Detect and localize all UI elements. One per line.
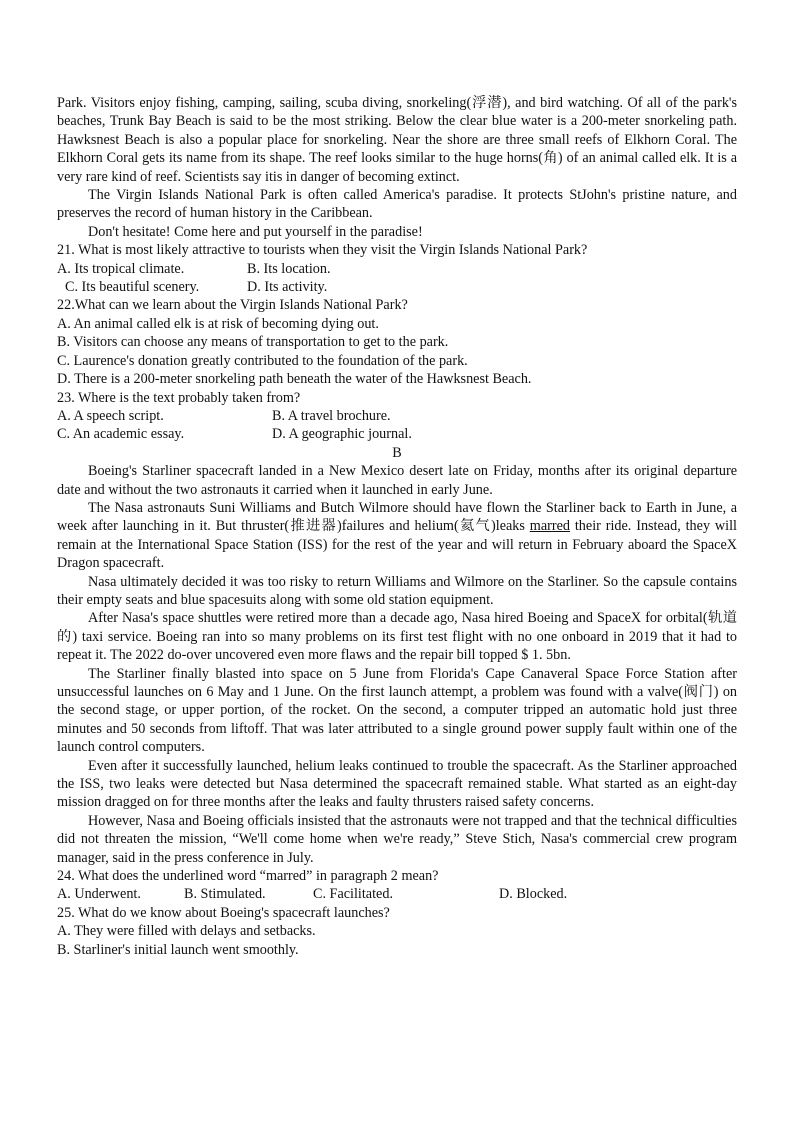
- section-b-label: B: [392, 444, 402, 461]
- passage-a-paragraph-2: The Virgin Islands National Park is often called America's paradise. It protects StJohn's pristine nature, and preserves the record of human history in the Caribbean.: [57, 187, 737, 222]
- underlined-word-marred: marred: [529, 518, 570, 535]
- passage-b-paragraph-5: The Starliner finally blasted into space on 5 June from Florida's Cape Canaveral Space Force Station after unsuccessful launches on 6 May and 1 June. On the first launch attempt, a problem was found with a valve(阀门) on the second stage, or upper portion, of the rocket. On the second, a computer tripped an automatic hold just three minutes and 50 seconds from liftoff. That was later attributed to a single ground power supply fault within one of the launch control computers.: [57, 665, 737, 756]
- passage-b-paragraph-1: Boeing's Starliner spacecraft landed in a New Mexico desert late on Friday, months after its original departure date and without the two astronauts it carried when it launched in early June.: [57, 463, 737, 498]
- question-24-option-c: C. Facilitated.: [313, 886, 393, 903]
- question-21-option-c: C. Its beautiful scenery.: [65, 279, 200, 296]
- question-25: [57, 904, 737, 959]
- exam-page: [57, 94, 737, 959]
- passage-a-paragraph-1: Park. Visitors enjoy fishing, camping, sailing, scuba diving, snorkeling(浮潜), and bird watching. Of all of the park's beaches, Trunk Bay Beach is said to be the most striking. Below the clear blue water is a 200-meter snorkeling path. Hawksnest Beach is also a popular place for snorkeling. Near the shore are three small reefs of Elkhorn Coral. The Elkhorn Coral gets its name from its shape. The reef looks similar to the huge horns(角) of an animal called elk. It is a very rare kind of reef. Scientists say itis in danger of becoming extinct.: [57, 95, 737, 185]
- question-25-stem: 25. What do we know about Boeing's spacecraft launches?: [57, 904, 390, 921]
- question-21-option-d: D. Its activity.: [247, 279, 328, 296]
- question-23-option-d: D. A geographic journal.: [272, 426, 412, 443]
- question-21-option-b: B. Its location.: [247, 260, 331, 277]
- question-22: [57, 296, 737, 388]
- question-24-option-b: B. Stimulated.: [184, 886, 266, 903]
- question-23-option-a: A. A speech script.: [57, 407, 164, 424]
- question-21-options-row-1: [57, 260, 737, 278]
- question-22-option-c: C. Laurence's donation greatly contributed to the foundation of the park.: [57, 352, 468, 369]
- question-24-stem: 24. What does the underlined word “marred” in paragraph 2 mean?: [57, 868, 439, 885]
- passage-b-paragraph-2-end: their ride. Instead, they will remain at the International Space Station (ISS) for the rest of the year and will return in February aboard the SpaceX Dragon spacecraft.: [57, 518, 737, 572]
- question-24-options-row: [57, 885, 737, 903]
- question-24-option-d: D. Blocked.: [499, 886, 568, 903]
- question-21: [57, 241, 737, 296]
- passage-b-paragraph-3: Nasa ultimately decided it was too risky to return Williams and Wilmore on the Starliner. So the capsule contains their empty seats and blue spacesuits along with some old station equipment.: [57, 573, 737, 608]
- passage-b-paragraph-7: However, Nasa and Boeing officials insisted that the astronauts were not trapped and that the technical difficulties did not threaten the mission, “We'll come home when we're ready,” Steve Stich, Nasa's commercial crew program manager, said in the press conference in July.: [57, 812, 737, 866]
- passage-a-paragraph-3: Don't hesitate! Come here and put yourself in the paradise!: [88, 223, 423, 240]
- passage-b-paragraph-2: [57, 499, 737, 573]
- question-23-options-row-2: [57, 425, 737, 443]
- question-23-stem: 23. Where is the text probably taken from?: [57, 389, 301, 406]
- question-24-option-a: A. Underwent.: [57, 886, 141, 903]
- passage-b-paragraph-2-start: The Nasa astronauts Suni Williams and Butch Wilmore should have flown the Starliner back to Earth in June, a week after launching in it. But thruster(推进器)failures and helium(氦气)leaks: [57, 499, 737, 535]
- question-23-option-b: B. A travel brochure.: [272, 407, 391, 424]
- question-24: [57, 867, 737, 904]
- question-22-option-d: D. There is a 200-meter snorkeling path beneath the water of the Hawksnest Beach.: [57, 371, 532, 388]
- question-22-stem: 22.What can we learn about the Virgin Islands National Park?: [57, 297, 408, 314]
- question-21-options-row-2: [57, 278, 737, 296]
- passage-b-paragraph-4: After Nasa's space shuttles were retired more than a decade ago, Nasa hired Boeing and SpaceX for orbital(轨道的) taxi service. Boeing ran into so many problems on its first test flight with no one onboard in 2019 that it had to repeat it. The 2022 do-over uncovered even more flaws and the repair bill topped $ 1. 5bn.: [57, 610, 737, 664]
- question-22-option-a: A. An animal called elk is at risk of becoming dying out.: [57, 315, 379, 332]
- passage-b-paragraph-6: Even after it successfully launched, helium leaks continued to trouble the spacecraft. As the Starliner approached the ISS, two leaks were detected but Nasa determined the spacecraft remained stable. What started as an eight-day mission dragged on for three months after the leaks and faulty thrusters raised safety concerns.: [57, 757, 737, 811]
- question-23-option-c: C. An academic essay.: [57, 426, 185, 443]
- question-21-option-a: A. Its tropical climate.: [57, 260, 185, 277]
- question-23-options-row-1: [57, 407, 737, 425]
- question-25-option-b: B. Starliner's initial launch went smoothly.: [57, 941, 299, 958]
- question-25-option-a: A. They were filled with delays and setbacks.: [57, 923, 316, 940]
- question-21-stem: 21. What is most likely attractive to tourists when they visit the Virgin Islands National Park?: [57, 242, 588, 259]
- question-22-option-b: B. Visitors can choose any means of transportation to get to the park.: [57, 334, 449, 351]
- question-23: [57, 389, 737, 444]
